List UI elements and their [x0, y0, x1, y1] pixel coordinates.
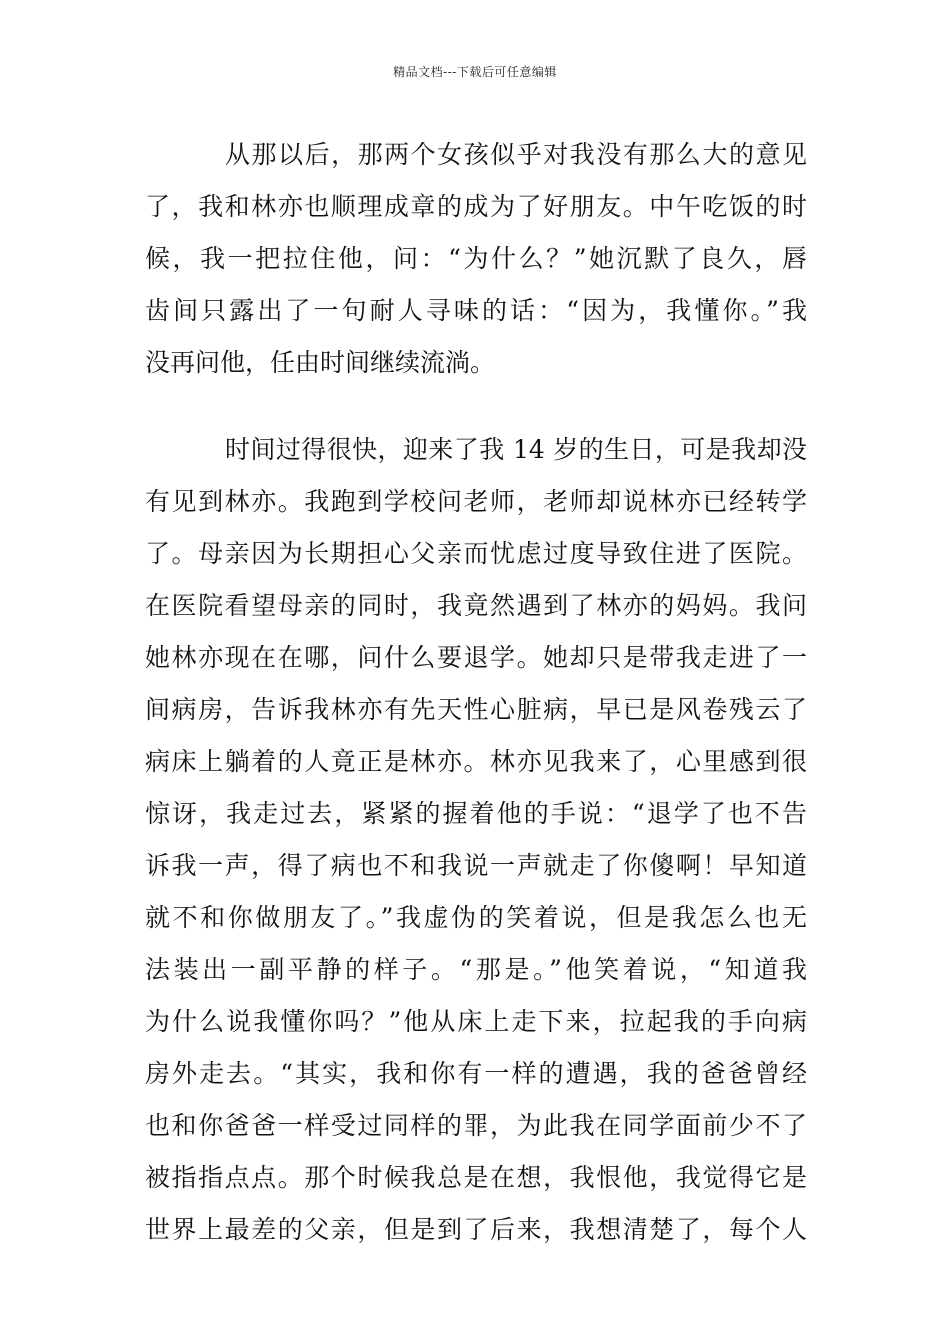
- paragraph-line: 病床上躺着的人竟正是林亦。林亦见我来了，心里感到很: [145, 747, 807, 776]
- paragraph-line: 有见到林亦。我跑到学校问老师，老师却说林亦已经转学: [145, 487, 807, 516]
- paragraph-line: 间病房，告诉我林亦有先天性心脏病，早已是风卷残云了: [145, 695, 807, 724]
- paragraph-line: 诉我一声，得了病也不和我说一声就走了你傻啊！早知道: [145, 851, 807, 880]
- paragraph-line: 被指指点点。那个时候我总是在想，我恨他，我觉得它是: [145, 1163, 807, 1192]
- paragraph-line: 候，我一把拉住他，问：“为什么？”她沉默了良久，唇: [145, 244, 807, 273]
- paragraph-1: [145, 129, 807, 389]
- paragraph-line: 法装出一副平静的样子。“那是。”他笑着说，“知道我: [145, 955, 807, 984]
- paragraph-line: 了。母亲因为长期担心父亲而忧虑过度导致住进了医院。: [145, 539, 807, 568]
- paragraph-line: 时间过得很快，迎来了我 14 岁的生日，可是我却没: [225, 435, 807, 464]
- paragraph-line: 齿间只露出了一句耐人寻味的话：“因为，我懂你。”我: [145, 296, 807, 325]
- paragraph-line: 也和你爸爸一样受过同样的罪，为此我在同学面前少不了: [145, 1111, 807, 1140]
- paragraph-line: 房外走去。“其实，我和你有一样的遭遇，我的爸爸曾经: [145, 1059, 807, 1088]
- paragraph-line: 她林亦现在在哪，问什么要退学。她却只是带我走进了一: [145, 643, 807, 672]
- paragraph-line: 没再问他，任由时间继续流淌。: [145, 348, 496, 377]
- page-header: 精品文档---下载后可任意编辑: [393, 65, 557, 79]
- paragraph-line: 惊讶，我走过去，紧紧的握着他的手说：“退学了也不告: [145, 799, 807, 828]
- paragraph-line: 世界上最差的父亲，但是到了后来，我想清楚了，每个人: [145, 1215, 807, 1244]
- paragraph-line: 从那以后，那两个女孩似乎对我没有那么大的意见: [225, 140, 807, 169]
- paragraph-2: [145, 424, 807, 1256]
- paragraph-line: 在医院看望母亲的同时，我竟然遇到了林亦的妈妈。我问: [145, 591, 807, 620]
- paragraph-line: 了，我和林亦也顺理成章的成为了好朋友。中午吃饭的时: [145, 192, 807, 221]
- paragraph-line: 就不和你做朋友了。”我虚伪的笑着说，但是我怎么也无: [145, 903, 807, 932]
- paragraph-line: 为什么说我懂你吗？”他从床上走下来，拉起我的手向病: [145, 1007, 807, 1036]
